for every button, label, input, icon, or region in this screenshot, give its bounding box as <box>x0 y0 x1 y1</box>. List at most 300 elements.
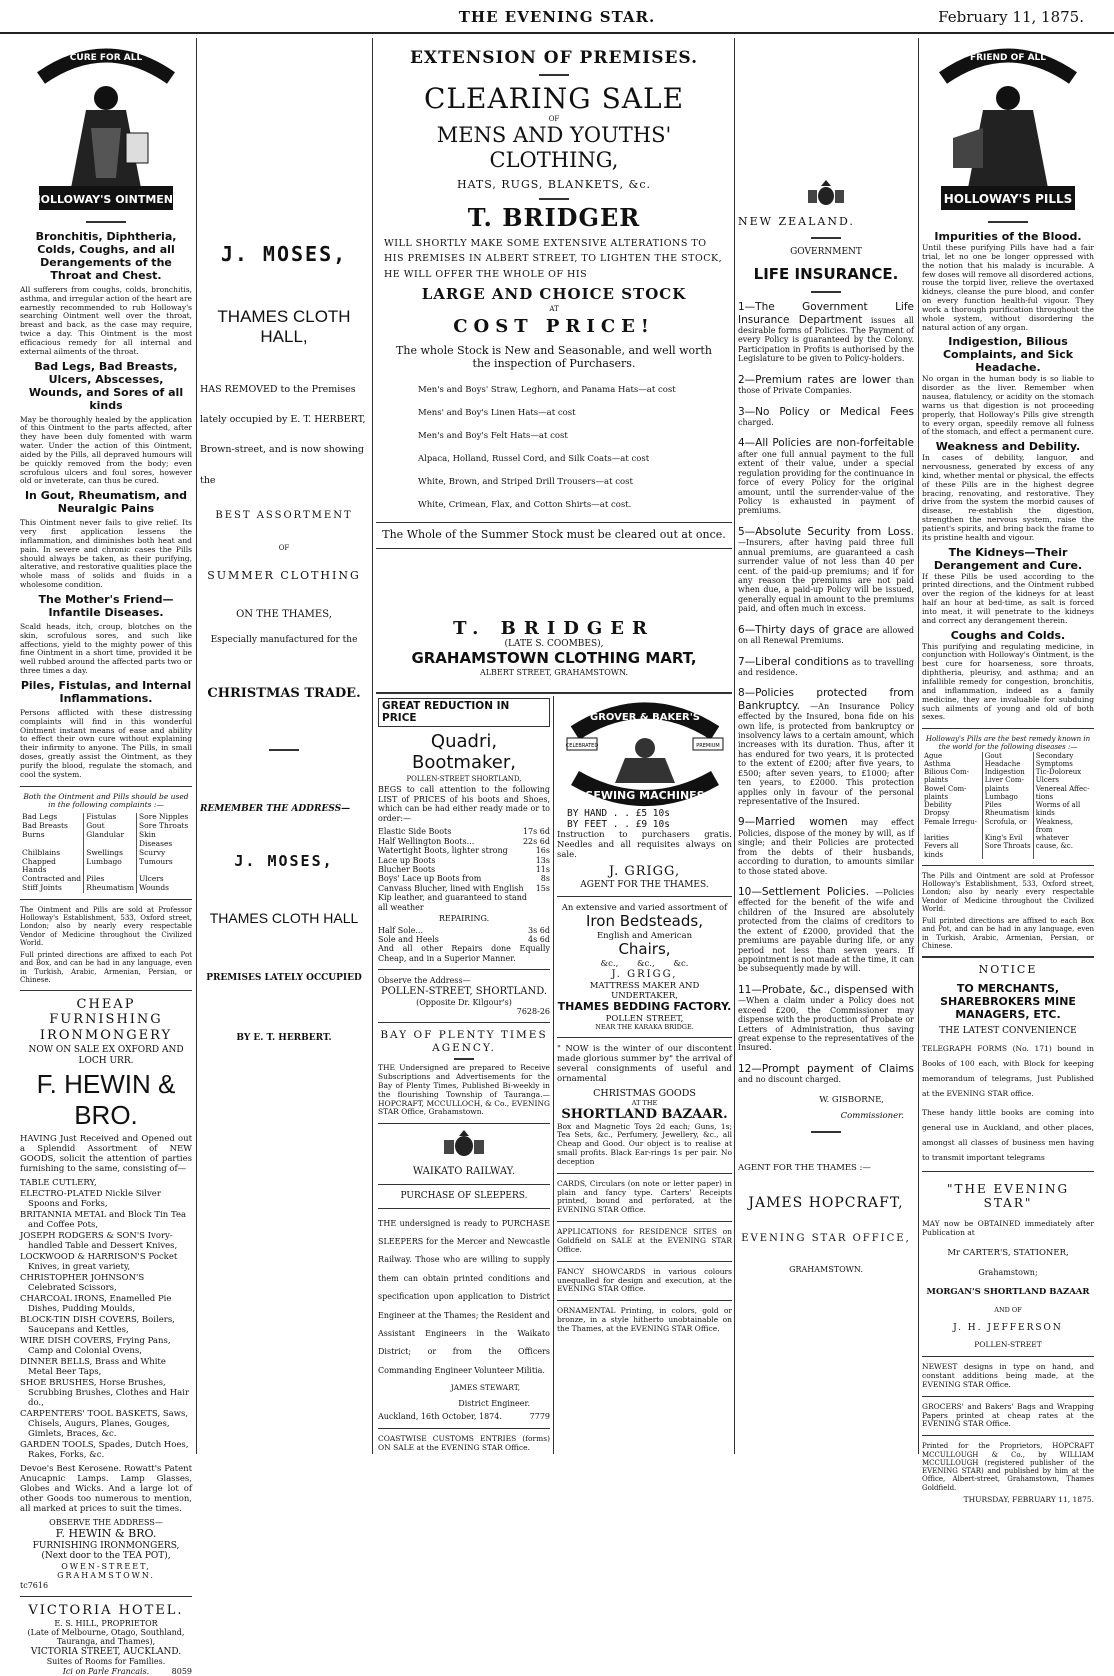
gisborne-name: W. GISBORNE, <box>819 1094 884 1105</box>
divider <box>20 1596 192 1597</box>
table-cell: Tumours <box>136 858 192 876</box>
divider <box>811 291 841 293</box>
column-moses <box>200 38 368 1454</box>
holloways-pills-logo <box>933 38 1083 213</box>
table-cell: larities <box>924 834 949 843</box>
masthead <box>0 6 1114 34</box>
price-row <box>378 856 550 865</box>
insurance-clause <box>738 816 914 876</box>
thames-cloth-hall: THAMES CLOTH HALL, <box>217 306 351 346</box>
table-row <box>922 776 1094 784</box>
table-cell: Bowel Com- <box>924 784 967 793</box>
repairing-label: REPAIRING. <box>438 914 490 924</box>
at-label: AT <box>549 305 559 314</box>
carter-name: Mr CARTER'S, STATIONER, <box>947 1247 1069 1258</box>
holloways-ointment-logo <box>31 38 181 213</box>
by-herbert: BY E. T. HERBERT. <box>236 1033 332 1044</box>
mens-youths: MENS AND YOUTHS' CLOTHING, <box>436 123 672 173</box>
near-bridge: NEAR THE KARAKA BRIDGE. <box>595 1022 694 1031</box>
list-item: SHOE BRUSHES, Horse Brushes, Scrubbing Brushes, Clothes and Hair do., <box>20 1378 190 1409</box>
clause-heading: 9—Married women <box>738 816 848 829</box>
table-cell: Rheumatism <box>84 884 137 893</box>
divider <box>557 896 732 897</box>
cards-ad: CARDS, Circulars (on note or letter paper) in plain and fancy type. Carters' Receipts printed, bound and perforated, at the EVENING STAR Office. <box>557 1178 732 1215</box>
hewin-more: Devoe's Best Kerosene. Rowatt's Patent Anucapnic Lamps. Lamp Glasses, Globes and Wicks. And a large lot of other Goods too numerous to mention, all marked at prices to suit the times. <box>20 1464 192 1515</box>
section-heading: The Kidneys—Their Derangement and Cure. <box>933 545 1083 572</box>
hewin-title: F. HEWIN & BRO. <box>36 1069 176 1131</box>
section-heading: The Mother's Friend—Infantile Diseases. <box>38 592 174 619</box>
insurance-clause <box>738 437 914 515</box>
table-cell: Gout <box>84 822 137 831</box>
summer-stock: The Whole of the Summer Stock must be cleared out at once. <box>382 528 726 542</box>
cheap-heading: CHEAP FURNISHING IRONMONGERY <box>39 997 173 1043</box>
insurance-clause <box>738 886 914 974</box>
price-row <box>378 926 550 935</box>
price-value: 8s <box>540 874 550 884</box>
list-item: TABLE CUTLERY, <box>20 1177 97 1188</box>
bay-body: THE Undersigned are prepared to Receive Subscriptions and Advertisements for the Bay of Plenty Times, Published Bi-weekly in the flourishing Township of Tauranga.—HOPCRAFT, MCCULLOCH, & Co., EVENING STAR Office, Grahamstown. <box>378 1063 550 1117</box>
table-cell: Gout <box>982 752 1033 760</box>
section-body: This Ointment never fails to give relief. Its very first application lessens the inflammation, and diminishes both heat and pain. In severe and chronic cases the Pills should always be taken, as their purifying, alterative, and restorative qualities place the whole mass of solids and fluids in a wholesome condition. <box>20 518 192 590</box>
list-item: BLOCK-TIN DISH COVERS, Boilers, Saucepans and Kettles, <box>20 1314 175 1335</box>
divider <box>376 522 732 523</box>
price-value: 3s 6d <box>528 925 550 935</box>
ad-code: 7628-26 <box>516 1007 550 1017</box>
extensive-text: An extensive and varied assortment of <box>561 903 728 914</box>
divider <box>376 692 732 694</box>
especially: Especially manufactured for the <box>210 635 358 646</box>
table-cell: plaints <box>982 785 1033 793</box>
bazaar-body: Box and Magnetic Toys 2d each; Guns, 1s; Tea Sets, &c., Perfumery, Jewellery, &c., all Cheap and Good. Our object is to realise at small profits. Black Ear-rings 1s per pair. No deception <box>557 1121 732 1166</box>
table-cell: Scurvy <box>136 849 192 858</box>
price-row <box>378 884 550 912</box>
victoria-footer <box>20 1667 192 1676</box>
divider <box>378 1208 550 1209</box>
pollen-street: POLLEN-STREET <box>974 1340 1042 1350</box>
table-cell: Worms of all <box>1033 801 1094 809</box>
divider <box>378 1123 550 1124</box>
clause-body: as to travelling and residence. <box>738 657 914 677</box>
imprint-date: THURSDAY, FEBRUARY 11, 1875. <box>963 1494 1094 1504</box>
divider <box>20 899 192 900</box>
clothing-mart: GRAHAMSTOWN CLOTHING MART, <box>411 648 697 667</box>
cheap-subheading: NOW ON SALE EX OXFORD AND LOCH URR. <box>28 1045 184 1066</box>
table-cell: Burns <box>22 830 45 839</box>
latest-convenience: THE LATEST CONVENIENCE <box>939 1026 1077 1037</box>
price-value: 11s <box>535 864 550 874</box>
etc: &c., &c., &c. <box>600 958 689 969</box>
divider <box>922 1435 1094 1436</box>
list-item: BRITANNIA METAL and Block Tin Tea and Coffee Pots, <box>20 1209 187 1230</box>
life-insurance-title: LIFE INSURANCE. <box>753 264 899 283</box>
newspaper-title: THE EVENING STAR. <box>458 8 656 26</box>
clearing-sale: CLEARING SALE <box>423 82 685 116</box>
table-cell: Ulcers <box>1033 776 1094 784</box>
ad-code: tc7616 <box>20 1580 49 1590</box>
table-row <box>922 801 1094 809</box>
svg-text:GROVER & BAKER'S: GROVER & BAKER'S <box>589 712 700 723</box>
moses-name-2: J. MOSES, <box>234 851 334 870</box>
table-cell: Debility <box>924 801 952 810</box>
divider <box>86 221 126 223</box>
svg-text:FRIEND OF ALL: FRIEND OF ALL <box>969 53 1047 63</box>
table-cell: Symptoms <box>1033 760 1094 768</box>
victoria-late: (Late of Melbourne, Otago, Southland, Tauranga, and Thames), <box>27 1627 185 1647</box>
price-value: 15s <box>535 883 550 893</box>
table-cell: kinds <box>1033 809 1094 817</box>
section-heading: Bronchitis, Diphtheria, Colds, Coughs, and all Derangements of the Throat and Chest. <box>35 230 177 282</box>
column-grigg <box>557 698 732 1454</box>
table-row <box>922 793 1094 801</box>
divider <box>378 1022 550 1023</box>
svg-text:CURE FOR ALL: CURE FOR ALL <box>69 53 143 63</box>
divider <box>988 221 1028 223</box>
divider <box>557 1261 732 1262</box>
albert-street: ALBERT STREET, GRAHAMSTOWN. <box>479 667 629 677</box>
table-row <box>922 760 1094 768</box>
begs-text: BEGS to call attention to the following LIST of PRICES of his boots and Shoes, which can be had either ready made or to order:— <box>378 785 550 823</box>
clause-heading: 10—Settlement Policies. <box>738 886 870 899</box>
morgan-bazaar: MORGAN'S SHORTLAND BAZAAR <box>926 1287 1090 1298</box>
list-item: White, Brown, and Striped Drill Trousers—at cost <box>418 477 633 488</box>
christmas-trade: CHRISTMAS TRADE. <box>207 685 361 701</box>
section-heading: Piles, Fistulas, and Internal Inflammations. <box>20 678 192 705</box>
divider <box>922 728 1094 729</box>
divider <box>811 1131 841 1133</box>
shortland-bazaar: SHORTLAND BAZAAR. <box>561 1107 728 1123</box>
applications-ad: APPLICATIONS for RESIDENCE SITES on Goldfield on SALE at the EVENING STAR Office. <box>557 1227 732 1254</box>
table-cell: Asthma <box>924 759 951 768</box>
price-value: 13s <box>535 855 550 865</box>
insurance-clause <box>738 406 914 428</box>
insurance-clause <box>738 687 914 806</box>
english-american: English and American <box>596 931 693 942</box>
table-row <box>922 809 1094 817</box>
column-life-insurance <box>738 38 914 1454</box>
list-item: GARDEN TOOLS, Spades, Dutch Hoes, Rakes, Forks, &c. <box>20 1440 189 1461</box>
victoria-french: Ici on Parle Francais. <box>62 1666 150 1676</box>
list-item: White, Crimean, Flax, and Cotton Shirts—at cost. <box>418 500 632 511</box>
table-cell: Sore Throats <box>136 822 192 831</box>
divider <box>922 1356 1094 1357</box>
sleepers-footer <box>378 1412 550 1421</box>
svg-text:CELEBRATED: CELEBRATED <box>565 743 598 749</box>
insurance-clause <box>738 984 914 1053</box>
bridger-name: T. BRIDGER <box>467 202 641 232</box>
repair-note: And all other Repairs done Equally Cheap, and in a Superior Manner. <box>378 944 550 963</box>
section-body: Scald heads, itch, croup, blotches on the skin, scrofulous sores, and such like affections, yield to the mighty power of this fine Ointment in a short time, provided it be well rubbed around the affected parts two or three times a day. <box>20 621 192 676</box>
coastwise-ad: COASTWISE CUSTOMS ENTRIES (forms) ON SALE at the EVENING STAR Office. <box>378 1433 550 1452</box>
section-body: May be thoroughly healed by the application of this Ointment to the parts affected, after they have been duly fomented with warm water. Under the action of this Ointment, aided by the Pills, all depraved humours will be quickly removed from the body; even scrofulous ulcers and foul sores, however old or inveterate, can thus be cured. <box>20 414 192 486</box>
removed-text: HAS REMOVED to the Premises lately occupied by E. T. HERBERT, Brown-street, and is now showing the <box>200 383 366 486</box>
section-heading: Indigestion, Bilious Complaints, and Sick Headache. <box>942 335 1074 375</box>
price-item: Half Sole... <box>378 925 424 935</box>
table-cell: Sore Nipples <box>136 813 192 822</box>
table-cell: Fistulas <box>84 813 137 822</box>
and-of: AND OF <box>994 1306 1022 1315</box>
bridger-name-2: T. BRIDGER <box>453 618 655 639</box>
clause-body: than those of Private Companies. <box>738 375 914 396</box>
clause-heading: 5—Absolute Security from Loss. <box>738 525 914 538</box>
svg-text:SEWING MACHINES: SEWING MACHINES <box>584 789 705 802</box>
list-item: Alpaca, Holland, Russel Cord, and Silk Coats—at cost <box>418 454 650 465</box>
section-heading: Impurities of the Blood. <box>934 230 1082 243</box>
price-value: 17s 6d <box>522 827 550 837</box>
table-cell: Rheumatism <box>982 809 1033 817</box>
price-value: 22s 6d <box>522 836 550 846</box>
divider <box>557 1173 732 1174</box>
clause-body: may effect Policies, dispose of the money by will, as if single; and their Policies are protected from the debts of their husbands, according to duration, to amounts similar to those stated above. <box>738 818 915 876</box>
price-item: Half Wellington Boots... <box>378 836 475 846</box>
list-item: LOCKWOOD & HARRISON'S Pocket Knives, in great variety, <box>20 1251 178 1272</box>
clause-heading: 8—Policies protected from Bankruptcy. <box>738 687 914 712</box>
whole-stock: The whole Stock is New and Seasonable, and well worth the inspection of Purchasers. <box>396 343 712 370</box>
divider <box>922 865 1094 866</box>
clause-body: —Policies effected for the benefit of the wife and children of the Insured are absolutely protected from the claims of creditors to the extent of £2000, provided that the premiums are payable during life, or any period not less than seven years. If appointment is not made at the time, it can be subsequently made by will. <box>738 888 914 974</box>
price-by-hand: BY HAND . . £5 10s <box>567 808 670 819</box>
winter-text: " NOW is the winter of our discontent made glorious summer by" the arrival of several consignments of useful and ornamental <box>557 1044 732 1085</box>
great-reduction: GREAT REDUCTION IN PRICE <box>378 698 550 727</box>
telegraph-text: TELEGRAPH FORMS (No. 171) bound in Books of 100 each, with Block for keeping memorandum of telegrams, Just Published at the EVENING STAR office. <box>922 1043 1094 1098</box>
bay-title: BAY OF PLENTY TIMES AGENCY. <box>380 1029 548 1054</box>
table-cell: Venereal Affec- <box>1033 785 1094 793</box>
table-cell: Piles <box>982 801 1033 809</box>
table-cell: Stiff Joints <box>22 883 62 893</box>
table-cell: Lumbago <box>982 793 1033 801</box>
table-cell: Female Irregu- <box>924 817 977 826</box>
victoria-title: VICTORIA HOTEL. <box>28 1603 184 1619</box>
bridger-footer <box>376 618 732 698</box>
divider <box>376 548 732 549</box>
price-by-feet: BY FEET . . £9 10s <box>567 819 670 831</box>
notice-label: NOTICE <box>978 963 1038 977</box>
table-cell: Liver Com- <box>982 776 1033 784</box>
bedding-factory: THAMES BEDDING FACTORY. <box>557 999 732 1013</box>
price-row <box>378 874 550 883</box>
victoria-street: VICTORIA STREET, AUCKLAND. <box>30 1646 182 1657</box>
section-body: In cases of debility, languor, and nervousness, generated by excess of any kind, whether mental or physical, the effects of these Pills are in the highest degree bracing, renovating, and restorative. They drive from the system the morbid causes of disease, re-establish the digestion, strengthen the nervous system, raise the patient's spirits, and bring back the frame to its pristine health and vigour. <box>922 453 1094 542</box>
list-item: WIRE DISH COVERS, Frying Pans, Camp and Colonial Ovens, <box>20 1336 171 1357</box>
table-row <box>20 858 192 876</box>
clause-heading: 2—Premium rates are lower <box>738 373 891 386</box>
price-row <box>378 935 550 944</box>
column-quadri <box>378 698 550 1454</box>
stock-list <box>418 379 732 517</box>
ad-code: 7779 <box>529 1412 550 1422</box>
clause-heading: 7—Liberal conditions <box>738 655 849 668</box>
clause-heading: 3—No Policy or Medical Fees <box>738 405 914 418</box>
clause-body: charged. <box>738 417 774 427</box>
opposite-label: (Opposite Dr. Kilgour's) <box>416 997 512 1007</box>
divider <box>557 1037 732 1038</box>
price-item: Elastic Side Boots <box>378 827 452 837</box>
section-body: This purifying and regulating medicine, in conjunction with Holloway's Ointment, is the best cure for hoarseness, sore throats, diphtheria, pleurisy, and asthma; and an infallible remedy for congestion, bronchitis, and inflammation, indeed as a family medicine, they are invaluable for subduing such ailments of young and old of both sexes. <box>922 641 1094 722</box>
fancy-ad: FANCY SHOWCARDS in various colours unequalled for design and execution, at the EVENING STAR Office. <box>557 1266 732 1294</box>
table-row <box>20 831 192 849</box>
divider <box>539 198 569 200</box>
ad-code: 8059 <box>171 1666 192 1676</box>
column-rule <box>553 696 554 1454</box>
issue-date: February 11, 1875. <box>938 8 1084 26</box>
table-cell: Lumbago <box>84 858 137 876</box>
clause-body: —An Insurance Policy effected by the Insured, bona fide on his own life, is protected from bankruptcy or insolvency laws to a certain amount, which increases with its duration. Thus, after it has endured for two years, it is protected to the extent of £200; after five years, to £500; after seven years, to £1000; after ten years, to £2000. This protection applies only in favour of the personal representative of the Insured. <box>738 701 915 807</box>
section-body: All sufferers from coughs, colds, bronchitis, asthma, and irregular action of the heart are earnestly recommended to rub Holloway's searching Ointment well over the throat, breast and back, as the case may require, twice a day. This Ointment is the most efficacious remedy for all internal and external ailments of the throat. <box>20 284 192 356</box>
table-caption: Both the Ointment and Pills should be used in the following complaints :— <box>23 791 189 810</box>
column-rule <box>918 38 919 1454</box>
price-item: Boys' Lace up Boots from <box>378 874 482 884</box>
hewin-name: F. HEWIN & BRO. <box>55 1526 157 1540</box>
jefferson-name: J. H. JEFFERSON <box>953 1322 1063 1333</box>
hewin-intro: HAVING Just Received and Opened out a Splendid Assortment of NEW GOODS, solicit the attention of parties furnishing to the same, consisting of— <box>20 1133 192 1174</box>
price-row <box>378 827 550 836</box>
christmas-goods: CHRISTMAS GOODS <box>593 1088 696 1100</box>
clause-body: and no discount charged. <box>738 1075 841 1085</box>
table-row <box>922 842 1094 859</box>
evening-star-title: "THE EVENING STAR" <box>946 1181 1070 1210</box>
divider <box>557 1300 732 1301</box>
pollen-street: POLLEN-STREET SHORTLAND, <box>406 775 522 784</box>
large-stock: LARGE AND CHOICE STOCK <box>421 284 687 303</box>
table-cell: Swellings <box>84 849 137 858</box>
insurance-clause <box>738 301 914 364</box>
divider <box>922 1396 1094 1397</box>
divider <box>20 990 192 991</box>
divider <box>922 956 1094 958</box>
table-cell: Glandular <box>84 831 137 849</box>
table-cell: Fevers all kinds <box>924 842 959 859</box>
list-item: Men's and Boys' Straw, Leghorn, and Panama Hats—at cost <box>418 384 676 395</box>
column-rule <box>196 38 197 1454</box>
table-row <box>922 818 1094 835</box>
price-row <box>378 846 550 855</box>
waikato-title: WAIKATO RAILWAY. <box>412 1166 516 1178</box>
insurance-clauses <box>738 301 914 1084</box>
clause-heading: 4—All Policies are non-forfeitable <box>738 437 914 450</box>
sewing-machines-logo <box>565 698 725 808</box>
footnote: Full printed directions are affixed to each Pot and Box, and can be had in any language, even in Turkish, Arabic, Armenian, Persian, or Chinese. <box>20 951 192 984</box>
thames-cloth-hall-2: THAMES CLOTH HALL <box>209 910 359 927</box>
merchants-heading: TO MERCHANTS, SHAREBROKERS MINE MANAGERS, ETC. <box>940 982 1076 1022</box>
list-item: Mens' and Boy's Linen Hats—at cost <box>418 407 576 418</box>
table-cell: whatever <box>1033 834 1094 842</box>
table-cell: Ague <box>924 751 943 760</box>
newest-designs: NEWEST designs in type on hand, and constant additions being made, at the EVENING STAR Office. <box>922 1362 1094 1389</box>
price-value: 4s 6d <box>528 935 550 945</box>
repair-list <box>378 926 550 945</box>
moses-name: J. MOSES, <box>220 242 348 266</box>
victoria-suites: Suites of Rooms for Families. <box>46 1657 166 1667</box>
table-cell: Chilblains <box>22 847 61 857</box>
grigg-name-2: J. GRIGG, <box>611 968 678 980</box>
list-item: DINNER BELLS, Brass and White Metal Beer Taps, <box>20 1357 166 1378</box>
may-obtain: MAY now be OBTAINED immediately after Publication at <box>922 1218 1094 1237</box>
divider <box>20 786 192 787</box>
price-item: Blucher Boots <box>378 864 436 874</box>
hewin-street: OWEN-STREET, GRAHAMSTOWN. <box>57 1561 155 1581</box>
divider <box>922 1171 1094 1172</box>
price-item: Lace up Boots <box>378 855 436 865</box>
price-value: 16s <box>535 846 550 856</box>
section-heading: In Gout, Rheumatism, and Neuralgic Pains <box>24 489 188 516</box>
table-cell: Contracted and <box>22 874 82 884</box>
column-bridger <box>376 38 732 542</box>
svg-text:HOLLOWAY'S OINTMENT: HOLLOWAY'S OINTMENT <box>31 193 181 206</box>
observe-label: Observe the Address— <box>378 976 471 986</box>
of-label: OF <box>278 544 290 553</box>
ornamental-ad: ORNAMENTAL Printing, in colors, gold or bronze, in a style hitherto unobtainable on the Thames, at the EVENING STAR Office. <box>557 1306 732 1333</box>
list-item: JOSEPH RODGERS & SON'S Ivory-handled Table and Dessert Knives, <box>20 1230 178 1251</box>
table-cell: Piles <box>84 875 137 884</box>
divider <box>454 1058 474 1060</box>
price-item: Canvass Blucher, lined with English Kip leather, and guaranteed to stand all weather <box>378 883 528 912</box>
hopcraft-name: JAMES HOPCRAFT, <box>748 1194 904 1211</box>
table-cell: cause, &c. <box>1033 842 1094 859</box>
list-item: Men's and Boy's Felt Hats—at cost <box>418 431 568 441</box>
divider <box>378 1428 550 1429</box>
footnote: The Pills and Ointment are sold at Professor Holloway's Establishment, 533, Oxford street, London; also by nearly every respectable Vendor of Medicine throughout the Civilized World. <box>922 871 1094 913</box>
section-heading: Bad Legs, Bad Breasts, Ulcers, Abscesses, Wounds, and Sores of all kinds <box>28 359 184 412</box>
stewart-name: JAMES STEWART, <box>450 1383 520 1393</box>
insurance-clause <box>738 526 914 614</box>
column-rule <box>734 38 735 1454</box>
auckland-date: Auckland, 16th October, 1874. <box>378 1412 502 1422</box>
list-item: ELECTRO-PLATED Nickle Silver Spoons and Forks, <box>20 1188 161 1209</box>
table-row <box>922 768 1094 776</box>
complaints-table <box>20 813 192 893</box>
government-label: GOVERNMENT <box>790 246 862 257</box>
divider <box>811 237 841 239</box>
grahamstown-label: GRAHAMSTOWN. <box>789 1265 863 1275</box>
observe-label: OBSERVE THE ADDRESS— <box>49 1518 163 1528</box>
royal-arms-icon <box>439 1130 489 1158</box>
grahamstown-label: Grahamstown; <box>978 1267 1038 1277</box>
insurance-clause <box>738 656 914 678</box>
hewin-items <box>20 1178 192 1460</box>
table-cell: Sore Throats <box>982 842 1033 859</box>
footnote: Full printed directions are affixed to each Box and Pot, and can be had in any language, even in Turkish, Arabic, Armenian, Persian, or Chinese. <box>922 917 1094 950</box>
best-assortment: BEST ASSORTMENT <box>215 510 353 522</box>
summer-clothing: SUMMER CLOTHING <box>207 569 361 583</box>
divider <box>269 749 299 751</box>
table-row <box>922 834 1094 842</box>
grigg-name: J. GRIGG, <box>608 864 681 880</box>
table-row <box>922 752 1094 760</box>
table-cell: Headache <box>982 760 1033 768</box>
table-cell: Chapped Hands <box>22 856 56 875</box>
price-item: Sole and Heels <box>378 935 439 945</box>
table-cell: tions <box>1033 793 1094 801</box>
section-body: Persons afflicted with these distressing complaints will find in this wonderful Ointment instant means of ease and ability to effect their own cure without explaining their infirmity to anyone. The Pills, in small doses, greatly assist the Ointment, as they purify the blood, regulate the stomach, and cool the system. <box>20 707 192 779</box>
table-cell: Weakness, from <box>1033 818 1094 835</box>
svg-text:PREMIUM: PREMIUM <box>695 743 720 749</box>
hewin-trade: FURNISHING IRONMONGERS, <box>32 1540 180 1551</box>
grocers-ad: GROCERS' and Bakers' Bags and Wrapping Papers printed at cheap rates at the EVENING STAR Office. <box>922 1401 1094 1429</box>
clause-body: —When a claim under a Policy does not exceed £200, the Commissioner may dispense with the production of Probate or Letters of Administration, thus saving great expense to the representatives of the Insured. <box>738 996 914 1053</box>
district-engineer: District Engineer. <box>458 1399 530 1409</box>
price-item: Watertight Boots, lighter strong <box>378 846 508 856</box>
table-row <box>20 884 192 893</box>
new-zealand: NEW ZEALAND. <box>738 215 855 228</box>
crown-arms-icon <box>806 178 846 208</box>
table-cell: Indigestion <box>982 768 1033 776</box>
evening-star-office: EVENING STAR OFFICE, <box>741 1233 911 1245</box>
premises-lately: PREMISES LATELY OCCUPIED <box>206 972 362 983</box>
column-rule <box>372 38 373 1454</box>
clause-body: after one full annual payment to the full extent of their value, under a special regulation providing for the continuance in force of every Policy for the original amount, until the surrender-value of the Policy is exhausted in payment of premiums. <box>738 449 914 516</box>
table-cell: Bilious Com- <box>924 768 969 777</box>
divider <box>557 1221 732 1222</box>
table-cell: Tic-Doloreux <box>1033 768 1094 776</box>
